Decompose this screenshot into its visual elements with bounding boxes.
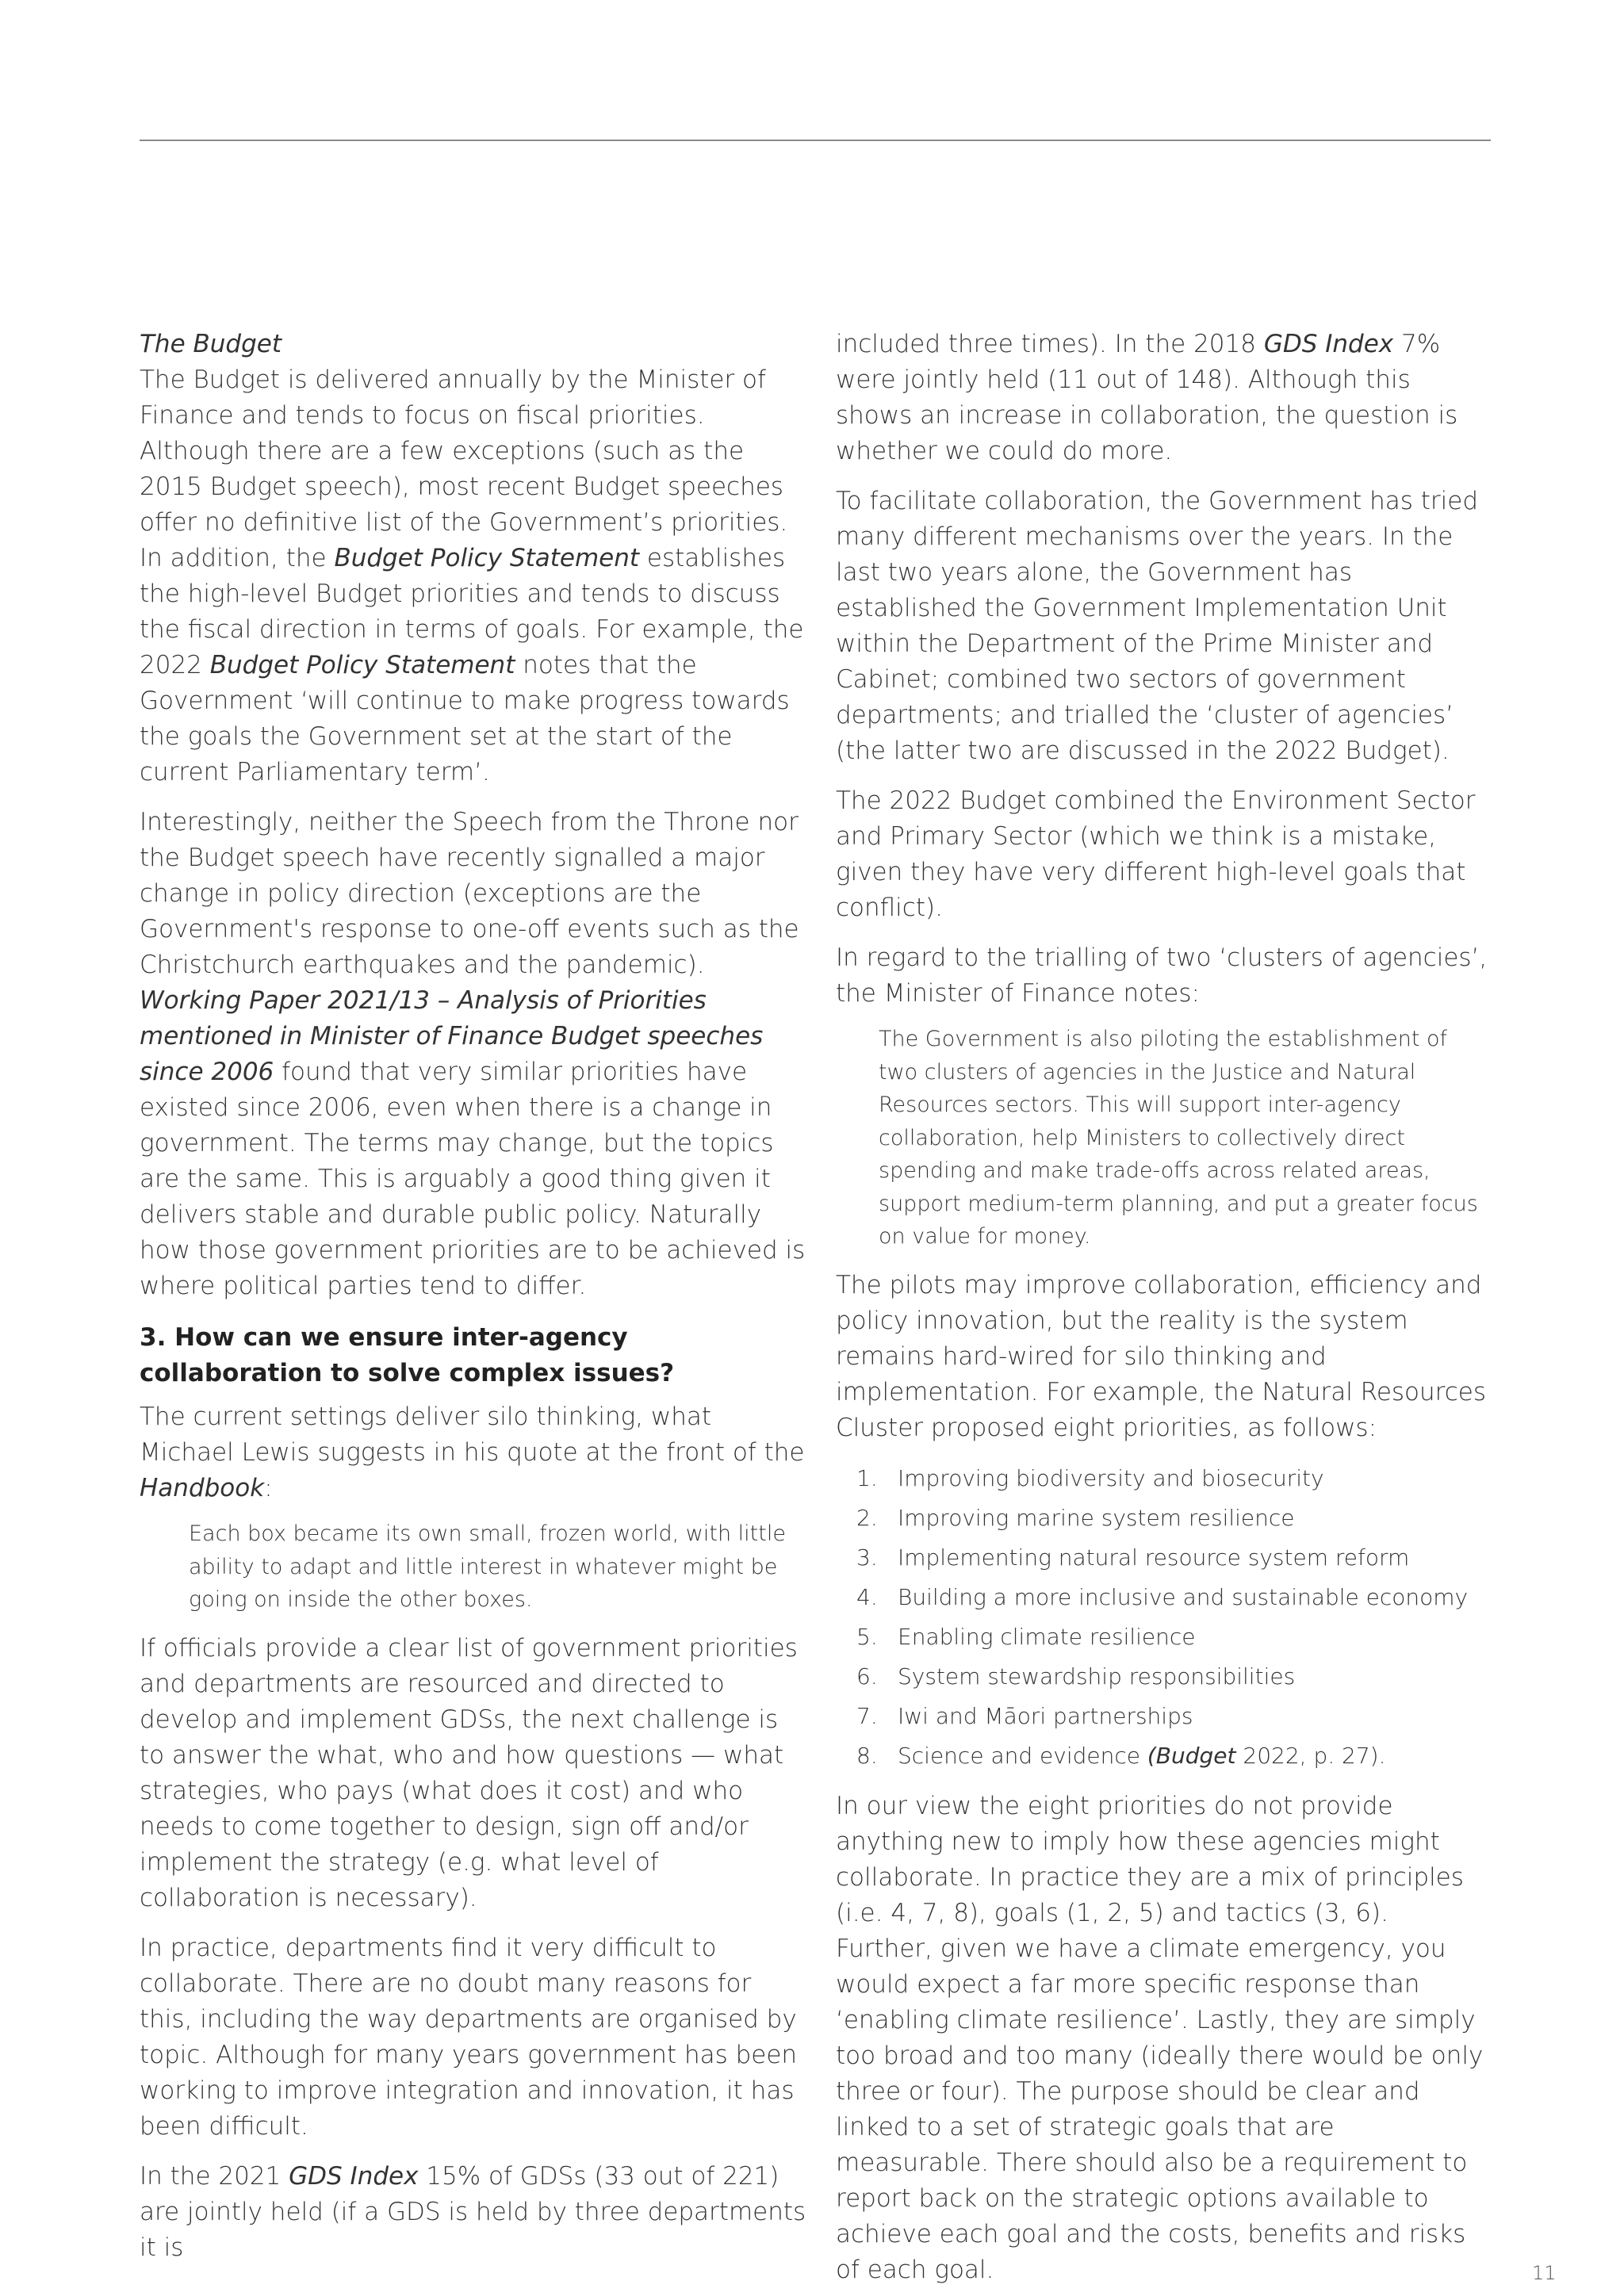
priority-text [898,1697,1193,1736]
paragraph-speech-from-throne [140,805,810,1304]
text-run: 7% were jointly held (11 out of 148). Although this shows an increase in collaboration, the question is whether we could do more. [836,330,1458,465]
text-run: 15% of GDSs (33 out of 221) are jointly held (if a GDS is held by three departments it is [140,2161,806,2262]
priority-number: 5. [856,1623,878,1650]
priority-item [856,1578,1489,1617]
paragraph-budget-overview [140,362,810,790]
text-run: Building a more inclusive and sustainable economy [898,1583,1469,1610]
italic-text: (Budget [1147,1742,1236,1769]
priority-number: 7. [856,1702,878,1729]
priority-item [856,1697,1489,1736]
section-heading-collaboration: 3. How can we ensure inter-agency collaboration to solve complex issues? [140,1323,675,1387]
text-run: Improving biodiversity and biosecurity [898,1464,1324,1491]
italic-text: GDS Index [1263,330,1394,358]
paragraph-gds-index-2018 [836,327,1489,469]
text-run: Implementing natural resource system reform [898,1544,1410,1571]
paragraph-our-view: In our view the eight priorities do not provide anything new to imply how these agencies might collaborate. In practice they are a mix of principles (i.e. 4, 7, 8), goals (1, 2, 5) and tactics (3, 6). Further, given we have a climate emergency, you would expect a far more specific response than ‘enabling climate resilience’. Lastly, they are simply too broad and too many (ideally there would be only three or four). The purpose should be clear and linked to a set of strategic goals that are measurable. There should also be a requirement to report back on the strategic options available to achieve each goal and the costs, benefits and risks of each goal. [836,1791,1484,2284]
left-column [140,327,810,2266]
paragraph-gds-index-2021 [140,2159,810,2266]
priority-item [856,1657,1489,1697]
italic-text: Working Paper 2021/13 – Analysis of Priorities mentioned in Minister of Finance Budget speeches since 2006 [140,986,764,1086]
priority-number: 2. [856,1504,878,1531]
priority-item [856,1617,1489,1657]
priority-item [856,1459,1489,1498]
paragraph-silo-thinking [140,1399,810,1506]
header-rule [140,140,1491,141]
paragraph-departments-collaborate: In practice, departments find it very difficult to collaborate. There are no doubt many reasons for this, including the way departments are organised by topic. Although for many years government has been working to improve integration and innovation, it has been difficult. [140,1933,798,2141]
blockquote-minister-of-finance [879,1023,1489,1253]
text-run: Enabling climate resilience [898,1623,1196,1650]
text-run: 2022, p. 27). [1235,1742,1386,1769]
priority-number: 1. [856,1464,878,1491]
text-run: establishes the high-level Budget priorities and tends to discuss the fiscal direction in terms of goals. For example, the 2022 [140,544,804,679]
priority-number: 3. [856,1544,878,1571]
text-run: Improving marine system resilience [898,1504,1295,1531]
text-run: Science and evidence [898,1742,1147,1769]
paragraph-facilitate-collaboration: To facilitate collaboration, the Government has tried many different mechanisms over the years. In the last two years alone, the Government has established the Government Implementation Unit within the Department of the Prime Minister and Cabinet; combined two sectors of government departments; and trialled the ‘cluster of agencies’ (the latter two are discussed in the 2022 Budget). [836,487,1479,765]
text-run: found that very similar priorities have existed since 2006, even when there is a change in government. The terms may change, but the topics are the same. This is arguably a good thing given it delivers stable and durable public policy. Naturally how those government priorities are to be achieved is where political parties tend to differ. [140,1058,806,1300]
priority-text [898,1459,1324,1498]
paragraph-next-challenge: If officials provide a clear list of government priorities and departments are resourced and directed to develop and implement GDSs, the next challenge is to answer the what, who and how questions — what strategies, who pays (what does it cost) and who needs to come together to design, sign off and/or implement the strategy (e.g. what level of collaboration is necessary). [140,1633,798,1912]
priority-list [856,1459,1489,1776]
text-run: : [264,1474,273,1502]
priority-item [856,1498,1489,1538]
italic-text: GDS Index [289,2161,419,2191]
italic-text: Handbook [140,1474,265,1502]
page-number: 11 [1532,2262,1557,2284]
text-run: notes that the Government ‘will continue to make progress towards the goals the Government set at the start of the current Parliamentary term’. [140,651,790,786]
priority-item [856,1538,1489,1578]
right-column [836,327,1489,2288]
text-run: In the 2021 [140,2161,289,2191]
text-run: included three times). In the 2018 [836,330,1264,358]
text-run: The Budget is delivered annually by the Minister of Finance and tends to focus on fiscal priorities. Although there are a few exceptions (such as the 2015 Budget speech), most recent Budget speeches offer no definitive list of the Government’s priorities. In addition, the [140,365,788,572]
paragraph-clusters-trial: In regard to the trialling of two ‘clusters of agencies’, the Minister of Finance notes: [836,943,1488,1008]
text-run: Iwi and Māori partnerships [898,1702,1193,1729]
text-run: Interestingly, neither the Speech from the Throne nor the Budget speech have recently signalled a major change in policy direction (exceptions are the Government's response to one-off events such as the Christchurch earthquakes and the pandemic). [140,808,799,979]
priority-text [898,1736,1386,1776]
priority-text [898,1617,1196,1657]
paragraph-budget-2022-sectors: The 2022 Budget combined the Environment Sector and Primary Sector (which we think is a mistake, given they have very different high-level goals that conflict). [836,786,1476,922]
priority-text [898,1498,1295,1538]
text-run: The current settings deliver silo thinking, what Michael Lewis suggests in his quote at the front of the [140,1402,805,1467]
italic-text: Budget Policy Statement [334,544,640,572]
paragraph-pilots: The pilots may improve collaboration, efficiency and policy innovation, but the reality is the system remains hard-wired for silo thinking and implementation. For example, the Natural Resources Cluster proposed eight priorities, as follows: [836,1270,1487,1442]
priority-text [898,1538,1409,1578]
quote-text: The Government is also piloting the establishment of two clusters of agencies in the Justice and Natural Resources sectors. This will support inter-agency collaboration, help Ministers to collectively direct spending and make trade-offs across related areas, support medium-term planning, and put a greater focus on value for money. [879,1027,1478,1249]
priority-number: 4. [856,1583,878,1610]
italic-text: Budget Policy Statement [209,651,515,679]
heading-the-budget: The Budget [140,330,282,358]
priority-number: 8. [856,1742,878,1769]
blockquote-michael-lewis [189,1517,810,1617]
priority-text [898,1657,1295,1697]
priority-number: 6. [856,1663,878,1689]
quote-text: Each box became its own small, frozen world, with little ability to adapt and little interest in whatever might be going on inside the other boxes. [189,1521,786,1612]
priority-item [856,1736,1489,1776]
priority-text [898,1578,1468,1617]
text-run: System stewardship responsibilities [898,1663,1296,1689]
